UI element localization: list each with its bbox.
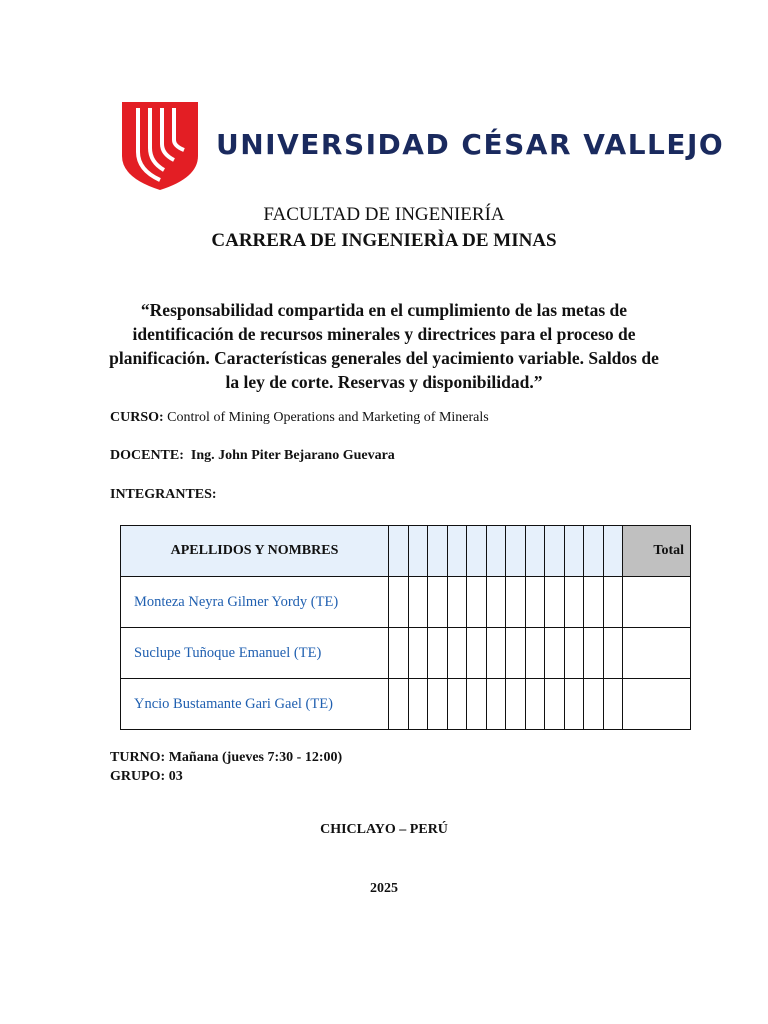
member-name: Yncio Bustamante Gari Gael (TE): [121, 679, 389, 730]
members-label: INTEGRANTES:: [110, 487, 217, 502]
grade-cell: [603, 526, 623, 577]
grade-cell: [428, 526, 448, 577]
grade-cell: [584, 526, 604, 577]
table-row: [121, 628, 691, 679]
grade-cell: [525, 526, 545, 577]
members-table: [120, 525, 691, 730]
total-cell: [623, 577, 691, 628]
university-logo-shield-icon: [120, 100, 200, 192]
document-title: “Responsabilidad compartida en el cumplimiento de las metas de identificación de recursos minerales y directrices para el proceso de planificación. Características generales del yacimiento variable. Saldos de la ley de corte. Reservas y disponibilidad.”: [109, 300, 659, 392]
table-row: [121, 679, 691, 730]
career-title: CARRERA DE INGENIERÌA DE MINAS: [211, 230, 557, 251]
group-line: GRUPO: 03: [110, 769, 183, 784]
grade-cell: [564, 526, 584, 577]
grade-cell: [467, 526, 487, 577]
total-cell: [623, 628, 691, 679]
table-header-row: [121, 526, 691, 577]
city-line: CHICLAYO – PERÚ: [320, 822, 448, 837]
grade-cell: [408, 526, 428, 577]
teacher-value: Ing. John Piter Bejarano Guevara: [190, 448, 395, 463]
table-row: [121, 577, 691, 628]
course-line: [110, 410, 489, 426]
member-name: Monteza Neyra Gilmer Yordy (TE): [121, 577, 389, 628]
header-name-cell: APELLIDOS Y NOMBRES: [121, 526, 389, 577]
grade-cell: [486, 526, 506, 577]
header-total-cell: Total: [623, 526, 691, 577]
university-name: UNIVERSIDAD CÉSAR VALLEJO: [216, 128, 725, 161]
year-line: 2025: [370, 881, 398, 896]
member-name: Suclupe Tuñoque Emanuel (TE): [121, 628, 389, 679]
grade-cell: [389, 526, 409, 577]
teacher-line: [110, 448, 395, 464]
teacher-label: DOCENTE:: [110, 448, 184, 463]
grade-cell: [545, 526, 565, 577]
course-label: CURSO:: [110, 410, 164, 425]
shift-line: TURNO: Mañana (jueves 7:30 - 12:00): [110, 750, 343, 765]
grade-cell: [447, 526, 467, 577]
grade-cell: [506, 526, 526, 577]
total-cell: [623, 679, 691, 730]
faculty-title: FACULTAD DE INGENIERÍA: [263, 204, 505, 225]
course-value: Control of Mining Operations and Marketing of Minerals: [167, 410, 489, 425]
